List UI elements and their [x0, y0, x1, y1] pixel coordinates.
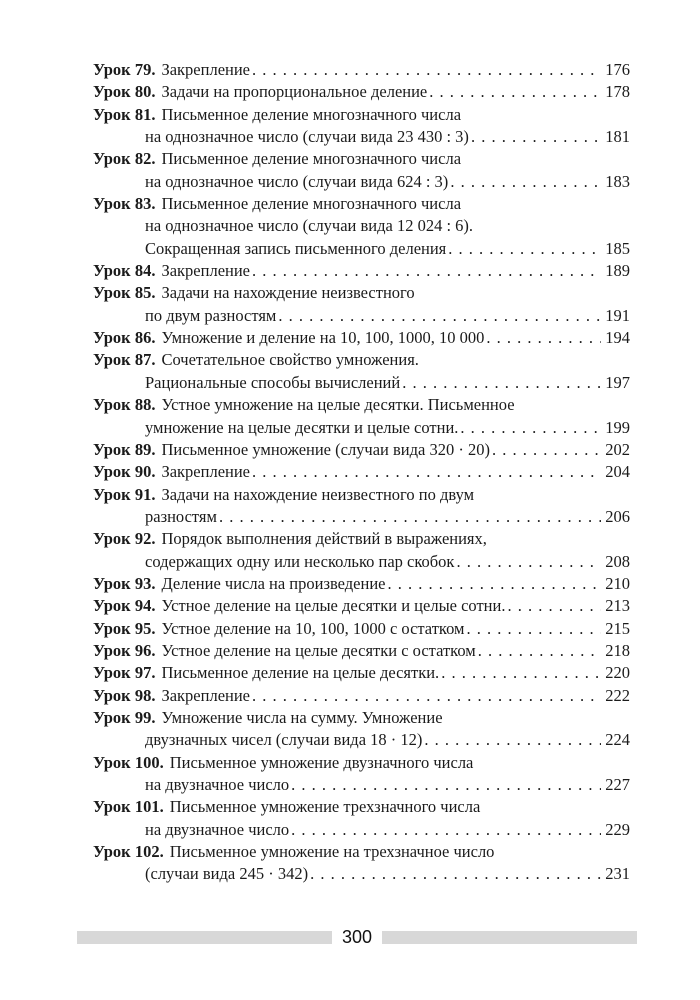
toc-line: [93, 126, 630, 148]
toc-line: [93, 528, 630, 550]
page-ref: 181: [605, 127, 630, 147]
toc-entry: [93, 193, 630, 260]
lesson-title: двузначных чисел (случаи вида 18 · 12): [145, 730, 423, 750]
page-ref: 218: [605, 640, 630, 660]
page-ref: 197: [605, 372, 630, 392]
toc-entry: [93, 752, 630, 797]
toc-line: [93, 863, 630, 885]
page-ref: 208: [605, 551, 630, 571]
lesson-title: содержащих одну или несколько пар скобок: [145, 551, 455, 571]
dot-leader: [402, 372, 601, 394]
toc-line: [93, 260, 630, 282]
toc-entry: [93, 461, 630, 483]
toc-line: [93, 215, 630, 237]
toc-line: [93, 104, 630, 126]
lesson-label: Урок 84.: [93, 261, 156, 281]
lesson-title: Задачи на пропорциональное деление: [161, 82, 428, 102]
page-ref: 199: [605, 417, 630, 437]
dot-leader: [291, 819, 601, 841]
lesson-title: на однозначное число (случаи вида 12 024 : 6).: [145, 216, 474, 236]
toc-entry: [93, 640, 630, 662]
dot-leader: [388, 573, 602, 595]
toc-line: [93, 372, 630, 394]
lesson-label: Урок 98.: [93, 685, 156, 705]
lesson-label: Урок 97.: [93, 663, 156, 683]
page-ref: 213: [605, 596, 630, 616]
dot-leader: [429, 81, 601, 103]
page-ref: 206: [605, 506, 630, 526]
lesson-title: Письменное деление на целые десятки.: [161, 663, 440, 683]
toc-line: [93, 573, 630, 595]
page-ref: 231: [605, 864, 630, 884]
toc-line: [93, 349, 630, 371]
toc-line: [93, 394, 630, 416]
toc-entry: [93, 595, 630, 617]
toc-line: [93, 327, 630, 349]
toc-entry: [93, 394, 630, 439]
toc-line: [93, 305, 630, 327]
toc-entry: [93, 282, 630, 327]
page-ref: 215: [605, 618, 630, 638]
page-ref: 185: [605, 238, 630, 258]
dot-leader: [492, 439, 601, 461]
dot-leader: [478, 640, 602, 662]
toc-line: [93, 595, 630, 617]
toc-line: [93, 506, 630, 528]
dot-leader: [460, 417, 601, 439]
lesson-label: Урок 102.: [93, 842, 164, 862]
toc-entry: [93, 573, 630, 595]
lesson-label: Урок 81.: [93, 104, 156, 124]
page-ref: 202: [605, 439, 630, 459]
lesson-title: умножение на целые десятки и целые сотни.: [145, 417, 459, 437]
lesson-title: Сокращенная запись письменного деления: [145, 238, 447, 258]
lesson-title: на однозначное число (случаи вида 624 : 3): [145, 171, 449, 191]
toc-entry: [93, 484, 630, 529]
toc-line: [93, 238, 630, 260]
dot-leader: [278, 305, 601, 327]
page-ref: 191: [605, 305, 630, 325]
toc-entry: [93, 81, 630, 103]
lesson-label: Урок 95.: [93, 618, 156, 638]
toc-line: [93, 484, 630, 506]
toc-line: [93, 282, 630, 304]
page-ref: 178: [605, 82, 630, 102]
lesson-title: по двум разностям: [145, 305, 277, 325]
lesson-label: Урок 99.: [93, 707, 156, 727]
toc-line: [93, 618, 630, 640]
page-ref: 210: [605, 573, 630, 593]
dot-leader: [252, 260, 601, 282]
page-ref: 194: [605, 328, 630, 348]
lesson-title: Устное умножение на целые десятки. Письменное: [161, 395, 515, 415]
lesson-title: Письменное умножение двузначного числа: [169, 752, 474, 772]
lesson-title: Закрепление: [161, 60, 251, 79]
lesson-title: Письменное деление многозначного числа: [161, 149, 462, 169]
page-ref: 183: [605, 171, 630, 191]
footer-rule-right: [382, 931, 637, 944]
dot-leader: [310, 863, 601, 885]
lesson-title: Задачи на нахождение неизвестного: [161, 283, 415, 303]
toc-line: [93, 841, 630, 863]
toc-line: [93, 461, 630, 483]
lesson-title: Письменное деление многозначного числа: [161, 194, 462, 214]
footer-rule-left: [77, 931, 332, 944]
lesson-title: Устное деление на целые десятки и целые сотни.: [161, 596, 506, 616]
lesson-title: Устное деление на целые десятки с остатком: [161, 640, 476, 660]
toc-entry: [93, 841, 630, 886]
toc-line: [93, 171, 630, 193]
lesson-title: (случаи вида 245 · 342): [145, 864, 309, 884]
dot-leader: [252, 461, 601, 483]
lesson-title: на двузначное число: [145, 819, 290, 839]
lesson-title: Рациональные способы вычислений: [145, 372, 401, 392]
page-ref: 189: [605, 261, 630, 281]
toc-entry: [93, 59, 630, 81]
footer-page-number: 300: [341, 926, 373, 947]
toc-line: [93, 417, 630, 439]
toc-line: [93, 662, 630, 684]
page-ref: 229: [605, 819, 630, 839]
page-ref: 204: [605, 462, 630, 482]
lesson-title: Закрепление: [161, 462, 251, 482]
page-ref: 224: [605, 730, 630, 750]
dot-leader: [507, 595, 601, 617]
dot-leader: [471, 126, 601, 148]
lesson-title: Закрепление: [161, 685, 251, 705]
page-ref: 220: [605, 663, 630, 683]
toc-entry: [93, 618, 630, 640]
lesson-label: Урок 93.: [93, 573, 156, 593]
lesson-title: Задачи на нахождение неизвестного по двум: [161, 484, 475, 504]
lesson-title: Устное деление на 10, 100, 1000 с остатком: [161, 618, 465, 638]
dot-leader: [219, 506, 601, 528]
dot-leader: [424, 729, 601, 751]
lesson-label: Урок 82.: [93, 149, 156, 169]
lesson-label: Урок 101.: [93, 797, 164, 817]
lesson-label: Урок 79.: [93, 60, 156, 79]
lesson-label: Урок 87.: [93, 350, 156, 370]
toc-line: [93, 729, 630, 751]
lesson-label: Урок 85.: [93, 283, 156, 303]
dot-leader: [448, 238, 601, 260]
dot-leader: [486, 327, 601, 349]
toc-entry: [93, 439, 630, 461]
toc-line: [93, 774, 630, 796]
toc-line: [93, 796, 630, 818]
lesson-label: Урок 88.: [93, 395, 156, 415]
lesson-label: Урок 100.: [93, 752, 164, 772]
lesson-label: Урок 86.: [93, 328, 156, 348]
toc-entry: [93, 707, 630, 752]
dot-leader: [450, 171, 601, 193]
page-ref: 222: [605, 685, 630, 705]
toc-line: [93, 148, 630, 170]
toc-entry: [93, 327, 630, 349]
dot-leader: [252, 59, 601, 81]
page-ref: 227: [605, 775, 630, 794]
toc-entry: [93, 104, 630, 149]
lesson-label: Урок 83.: [93, 194, 156, 214]
lesson-label: Урок 91.: [93, 484, 156, 504]
lesson-title: Сочетательное свойство умножения.: [161, 350, 419, 370]
lesson-label: Урок 96.: [93, 640, 156, 660]
lesson-title: Закрепление: [161, 261, 251, 281]
dot-leader: [252, 685, 601, 707]
toc-entry: [93, 528, 630, 573]
lesson-title: Умножение и деление на 10, 100, 1000, 10 000: [161, 328, 485, 348]
lesson-label: Урок 94.: [93, 596, 156, 616]
lesson-title: Письменное умножение (случаи вида 320 · 20): [161, 439, 490, 459]
toc-line: [93, 439, 630, 461]
lesson-label: Урок 92.: [93, 529, 156, 549]
lesson-title: на двузначное число: [145, 775, 290, 794]
lesson-title: Письменное деление многозначного числа: [161, 104, 462, 124]
dot-leader: [291, 774, 601, 796]
toc-line: [93, 81, 630, 103]
toc-line: [93, 707, 630, 729]
toc-line: [93, 193, 630, 215]
dot-leader: [466, 618, 601, 640]
toc-line: [93, 752, 630, 774]
lesson-title: Письменное умножение на трехзначное число: [169, 842, 495, 862]
lesson-title: Порядок выполнения действий в выражениях,: [161, 529, 487, 549]
lesson-title: разностям: [145, 506, 217, 526]
toc-line: [93, 819, 630, 841]
toc-line: [93, 551, 630, 573]
page-ref: 176: [605, 60, 630, 79]
toc-entry: [93, 685, 630, 707]
toc: [93, 59, 630, 886]
toc-entry: [93, 662, 630, 684]
lesson-title: Деление числа на произведение: [161, 573, 386, 593]
lesson-title: на однозначное число (случаи вида 23 430 : 3): [145, 127, 469, 147]
lesson-label: Урок 80.: [93, 82, 156, 102]
lesson-title: Письменное умножение трехзначного числа: [169, 797, 481, 817]
toc-line: [93, 640, 630, 662]
lesson-label: Урок 90.: [93, 462, 156, 482]
toc-entry: [93, 349, 630, 394]
toc-entry: [93, 260, 630, 282]
lesson-title: Умножение числа на сумму. Умножение: [161, 707, 443, 727]
toc-entry: [93, 796, 630, 841]
toc-entry: [93, 148, 630, 193]
dot-leader: [456, 551, 601, 573]
dot-leader: [441, 662, 601, 684]
toc-line: [93, 59, 630, 81]
toc-line: [93, 685, 630, 707]
page-footer: [77, 924, 637, 950]
lesson-label: Урок 89.: [93, 439, 156, 459]
